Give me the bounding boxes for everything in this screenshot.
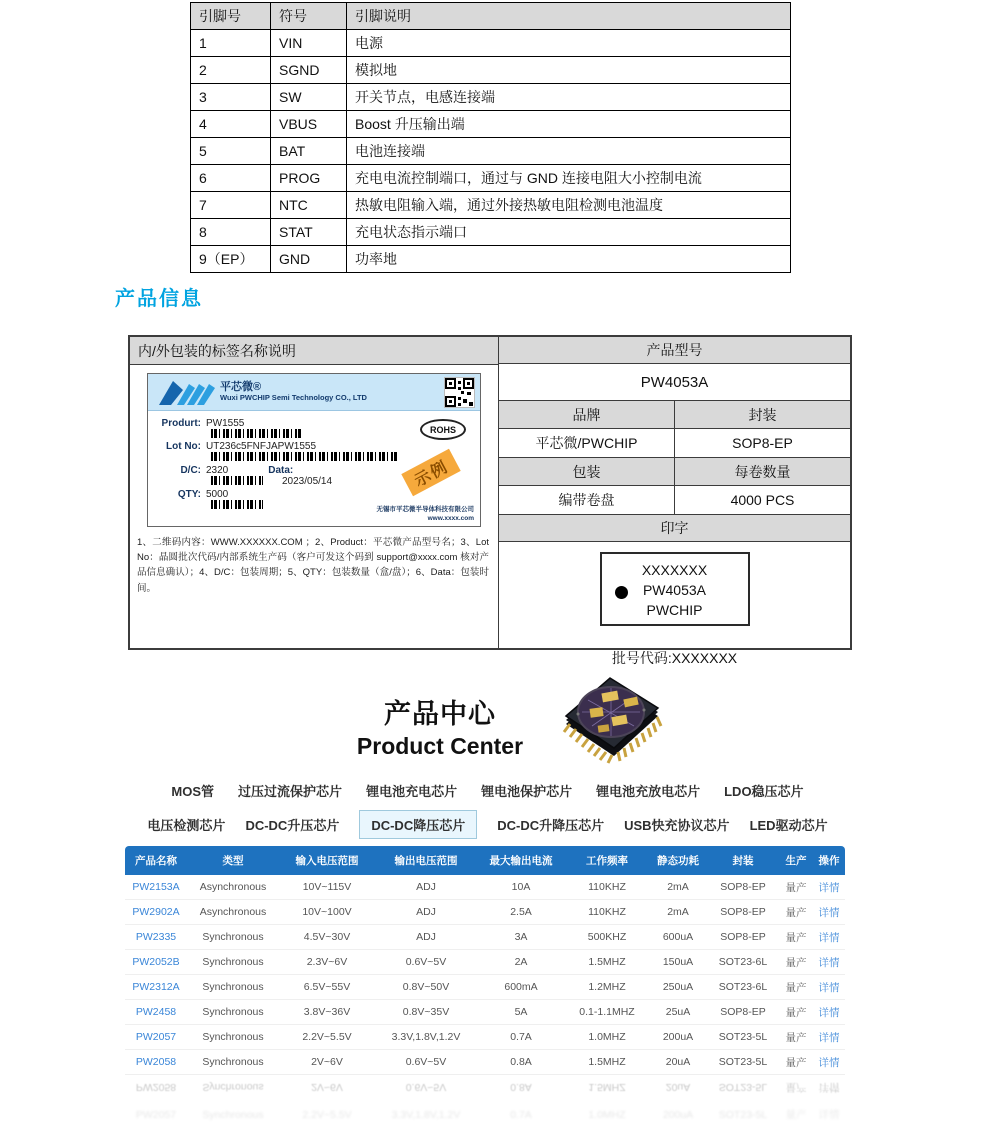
pin-col-symbol: 符号 (271, 3, 347, 30)
product-row (125, 950, 845, 975)
products-header-cell: 工作频率 (586, 855, 628, 867)
pin-table-cell: 5 (191, 138, 271, 165)
pin-table-cell: 4 (191, 111, 271, 138)
model-header: 产品型号 (499, 337, 850, 364)
product-cell: 1.5MHZ (588, 1056, 626, 1068)
model-value: PW4053A (499, 364, 850, 401)
product-info-table (128, 335, 852, 666)
pin-table-cell: 热敏电阻输入端，通过外接热敏电阻检测电池温度 (347, 192, 791, 219)
product-cell: 0.6V~5V (405, 1081, 447, 1094)
product-center-title-en: Product Center (356, 733, 524, 759)
product-cell: 6.5V~55V (303, 981, 351, 993)
product-cell: 20uA (665, 1056, 691, 1068)
pin-table-cell: 电源 (347, 30, 791, 57)
product-cell: 量产 (785, 956, 807, 969)
product-cell: 600uA (662, 931, 694, 943)
label-product-key: Produrt: (161, 418, 201, 429)
marking-line3: PWCHIP (646, 602, 703, 618)
product-cell: Synchronous (202, 1006, 264, 1018)
product-cell: 量产 (785, 881, 807, 894)
product-cell: Synchronous (202, 1081, 264, 1094)
pin-table-header-row (191, 3, 791, 30)
product-cell: 1.0MHZ (588, 1031, 626, 1043)
product-cell: Synchronous (202, 981, 264, 993)
category-link[interactable]: DC-DC升降压芯片 (497, 818, 605, 833)
product-cell: Asynchronous (199, 881, 267, 893)
products-table-body (125, 875, 845, 1127)
pin-table-cell: BAT (271, 138, 347, 165)
category-link[interactable]: 锂电池充电芯片 (366, 784, 458, 799)
product-cell: SOT23-5L (718, 1081, 768, 1094)
pin-table-cell: 充电电流控制端口，通过与 GND 连接电阻大小控制电流 (347, 165, 791, 192)
pin-table-cell: 6 (191, 165, 271, 192)
label-date-value: 2023/05/14 (282, 476, 333, 487)
product-cell: 2mA (667, 881, 689, 893)
detail-link[interactable]: 详情 (818, 956, 840, 969)
barcode (211, 476, 263, 485)
product-cell: 2mA (667, 906, 689, 918)
label-qty-key: QTY: (177, 489, 201, 500)
product-cell: 量产 (785, 906, 807, 919)
pin-table-cell: SGND (271, 57, 347, 84)
products-header-cell: 封装 (732, 855, 754, 867)
detail-link[interactable]: 详情 (818, 1056, 840, 1069)
qty-header: 每卷数量 (675, 458, 850, 485)
product-cell: 量产 (785, 1056, 807, 1069)
product-cell: 110KHZ (588, 881, 626, 893)
product-cell: 5A (514, 1006, 528, 1018)
product-cell: 0.6V~5V (405, 1056, 447, 1068)
marking-line2: PW4053A (642, 582, 707, 598)
category-row-2 (0, 810, 975, 839)
detail-link: 详情 (818, 1109, 840, 1121)
detail-link[interactable]: 详情 (818, 981, 840, 994)
product-cell: 2.2V~5.5V (302, 1108, 352, 1121)
product-cell: ADJ (416, 931, 436, 943)
product-row-reflection (125, 1102, 845, 1127)
product-cell: 10A (511, 881, 531, 893)
label-cell-header: 内/外包装的标签名称说明 (130, 337, 498, 365)
label-lot-value: UT236c5FNFJAPW1555 (206, 441, 317, 452)
product-name-link: PW2058 (135, 1081, 177, 1094)
product-cell: 1.0MHZ (588, 1108, 626, 1121)
product-cell: 量产 (785, 1081, 807, 1093)
package-value: SOP8-EP (732, 435, 793, 451)
product-cell: 200uA (662, 1031, 694, 1043)
rohs-badge: ROHS (420, 419, 466, 440)
detail-link[interactable]: 详情 (818, 931, 840, 944)
pin-table-cell: VBUS (271, 111, 347, 138)
product-name-link[interactable]: PW2057 (135, 1031, 177, 1043)
product-cell: 0.8A (510, 1056, 532, 1068)
packaging-label (147, 373, 481, 527)
pin-table-body (191, 30, 791, 273)
product-cell: Synchronous (202, 1056, 264, 1068)
pin-table-cell: GND (271, 246, 347, 273)
product-cell: SOT23-6L (718, 956, 768, 968)
product-name-link[interactable]: PW2153A (132, 881, 180, 893)
products-header-cell: 最大输出电流 (489, 855, 553, 867)
product-cell: ADJ (416, 881, 436, 893)
label-footer-company: 无锡市平芯微半导体科技有限公司 (376, 506, 474, 514)
pin-table-row (191, 30, 791, 57)
pin-col-description: 引脚说明 (347, 3, 791, 30)
pin-table-cell: STAT (271, 219, 347, 246)
products-header-cell: 产品名称 (135, 855, 177, 867)
product-cell: 1.2MHZ (588, 981, 626, 993)
brand-value: 平芯微/PWCHIP (499, 429, 675, 457)
pin-description-table (190, 2, 791, 273)
packing-qty-header-row (499, 458, 850, 486)
pin-col-number: 引脚号 (191, 3, 271, 30)
pin-table-cell: SW (271, 84, 347, 111)
product-cell: 0.7A (510, 1108, 532, 1121)
product-cell: 10V~115V (302, 881, 352, 893)
product-cell: 10V~100V (302, 906, 352, 918)
label-dc-value: 2320 (206, 465, 229, 476)
product-row-reflection (125, 1075, 845, 1100)
product-cell: 4.5V~30V (303, 931, 351, 943)
product-cell: 3.8V~36V (303, 1006, 351, 1018)
pin-table-row (191, 138, 791, 165)
pin-table-row (191, 246, 791, 273)
sample-stamp: 示例 (401, 449, 460, 496)
product-row (125, 1025, 845, 1050)
product-cell: 25uA (665, 1006, 691, 1018)
product-cell: 2V~6V (311, 1056, 343, 1068)
products-header-cell: 输入电压范围 (295, 855, 359, 867)
marking-header: 印字 (499, 515, 850, 542)
barcode (211, 500, 263, 509)
product-cell: 量产 (785, 1109, 807, 1121)
label-qty-value: 5000 (206, 489, 229, 500)
product-center-title (350, 692, 530, 760)
product-name-link: PW2057 (135, 1108, 177, 1121)
label-product-row (148, 418, 244, 429)
pin-table-row (191, 219, 791, 246)
pin-table-cell: 模拟地 (347, 57, 791, 84)
brand-package-header-row (499, 401, 850, 429)
product-cell: 2A (514, 956, 528, 968)
product-cell: 0.8V~50V (402, 981, 450, 993)
product-cell: 0.6V~5V (405, 956, 447, 968)
product-name-link[interactable]: PW2312A (132, 981, 180, 993)
product-cell: Synchronous (202, 931, 264, 943)
product-cell: SOT23-5L (718, 1056, 768, 1068)
pin-table-cell: 功率地 (347, 246, 791, 273)
product-name-link[interactable]: PW2052B (132, 956, 180, 968)
product-cell: 量产 (785, 981, 807, 994)
product-row (125, 900, 845, 925)
product-cell: 2.5A (510, 906, 532, 918)
detail-link[interactable]: 详情 (818, 906, 840, 919)
product-cell: SOP8-EP (720, 906, 766, 918)
product-cell: 0.7A (510, 1031, 532, 1043)
product-cell: Synchronous (202, 956, 264, 968)
brand-package-value-row (499, 429, 850, 458)
product-cell: 量产 (785, 1006, 807, 1019)
pin-table-cell: 2 (191, 57, 271, 84)
pin-table-row (191, 84, 791, 111)
product-row (125, 1050, 845, 1075)
product-cell: Synchronous (202, 1031, 264, 1043)
pwchip-logo-icon (157, 378, 215, 407)
packing-value: 编带卷盘 (499, 486, 675, 514)
label-company-en: Wuxi PWCHIP Semi Technology CO., LTD (220, 393, 367, 402)
product-name-link[interactable]: PW2902A (132, 906, 180, 918)
product-cell: 量产 (785, 931, 807, 944)
product-cell: 3A (514, 931, 528, 943)
pin-table-row (191, 111, 791, 138)
product-cell: SOP8-EP (720, 931, 766, 943)
product-cell: 500KHZ (587, 931, 627, 943)
product-cell: 量产 (785, 1031, 807, 1044)
products-header-cell: 操作 (818, 855, 840, 867)
brand-header: 品牌 (499, 401, 675, 428)
product-cell: Synchronous (202, 1108, 264, 1121)
packing-qty-value-row (499, 486, 850, 515)
pin-table-cell: NTC (271, 192, 347, 219)
barcode (211, 429, 303, 438)
detail-link[interactable]: 详情 (818, 881, 840, 894)
category-link[interactable]: LDO稳压芯片 (724, 784, 804, 799)
product-name-link[interactable]: PW2058 (135, 1056, 177, 1068)
lot-code-text: 批号代码:XXXXXXX (611, 650, 738, 666)
chip-marking-box (600, 552, 750, 626)
pin-table-cell: 8 (191, 219, 271, 246)
products-header-cell: 类型 (222, 855, 244, 867)
label-dc-row (148, 465, 298, 476)
products-table-header (125, 846, 845, 875)
label-header-bar (148, 374, 480, 411)
product-cell: SOT23-5L (718, 1108, 768, 1121)
pin-table-cell: 9（EP） (191, 246, 271, 273)
product-cell: 200uA (662, 1108, 694, 1121)
product-cell: 3.3V,1.8V,1.2V (391, 1031, 461, 1043)
product-cell: Asynchronous (199, 906, 267, 918)
pin-table-cell: 7 (191, 192, 271, 219)
label-lot-key: Lot No: (166, 441, 201, 452)
category-link[interactable]: 锂电池充放电芯片 (596, 784, 701, 799)
product-cell: SOT23-5L (718, 1031, 768, 1043)
category-link[interactable]: USB快充协议芯片 (624, 818, 730, 833)
qr-code-icon (444, 377, 475, 408)
detail-link: 详情 (818, 1081, 840, 1093)
product-cell: 1.5MHZ (588, 1081, 626, 1094)
chip-photo (548, 668, 673, 770)
pin-table-cell: 1 (191, 30, 271, 57)
products-header-cell: 输出电压范围 (394, 855, 458, 867)
label-footnote: 1、二维码内容：WWW.XXXXXX.COM ；2、Product：平芯微产品型号名；3、Lot No：晶圆批次代码/内部系统生产码（客户可发这个码到 support@xxxx.com 核对产品信息确认）；4、D/C：包装周期；5、QTY：包装数量（盒/盘）；6、Data：包装时间。 (137, 537, 489, 594)
label-qty-row (148, 489, 228, 500)
product-row (125, 1000, 845, 1025)
product-cell: 2.2V~5.5V (302, 1031, 352, 1043)
label-footer (377, 506, 475, 524)
label-dc-key: D/C: (180, 465, 201, 476)
product-center-title-cn: 产品中心 (384, 699, 496, 729)
product-cell: 1.5MHZ (588, 956, 626, 968)
marking-line1: XXXXXXX (641, 562, 708, 578)
product-cell: 2.3V~6V (306, 956, 348, 968)
category-row-1 (0, 781, 975, 800)
product-cell: 0.1-1.1MHZ (579, 1006, 635, 1018)
label-footer-site: www.xxxx.com (427, 515, 474, 523)
product-cell: SOP8-EP (720, 1006, 766, 1018)
product-cell: 110KHZ (588, 906, 626, 918)
category-link[interactable]: DC-DC升压芯片 (245, 818, 340, 833)
category-link[interactable]: 电压检测芯片 (147, 818, 226, 833)
product-row (125, 875, 845, 900)
pin-table-cell: 3 (191, 84, 271, 111)
category-link[interactable]: 过压过流保护芯片 (238, 784, 343, 799)
section-title-product-info: 产品信息 (115, 288, 203, 310)
product-cell: ADJ (416, 906, 436, 918)
category-link[interactable]: 锂电池保护芯片 (481, 784, 573, 799)
product-spec-cell (499, 337, 850, 666)
product-row (125, 975, 845, 1000)
category-link[interactable]: LED驱动芯片 (749, 818, 828, 833)
product-cell: 250uA (662, 981, 694, 993)
pin-table-cell: 开关节点，电感连接端 (347, 84, 791, 111)
product-cell: 600mA (504, 981, 538, 993)
detail-link[interactable]: 详情 (818, 1006, 840, 1019)
products-header-cell: 静态功耗 (657, 855, 699, 867)
detail-link[interactable]: 详情 (818, 1031, 840, 1044)
label-brand-cn: 平芯微® (220, 381, 262, 393)
label-date-key: Data: (268, 465, 294, 476)
package-header: 封装 (675, 401, 850, 428)
product-name-link[interactable]: PW2458 (135, 1006, 177, 1018)
pin-table-cell: 充电状态指示端口 (347, 219, 791, 246)
product-cell: 0.8V~35V (402, 1006, 450, 1018)
barcode (211, 452, 399, 461)
product-cell: 20uA (665, 1081, 691, 1094)
pin-table-row (191, 57, 791, 84)
pin-table-row (191, 165, 791, 192)
packing-header: 包装 (499, 458, 675, 485)
product-cell: 3.3V,1.8V,1.2V (391, 1108, 461, 1121)
pin-table-cell: VIN (271, 30, 347, 57)
product-name-link[interactable]: PW2335 (135, 931, 177, 943)
product-cell: SOT23-6L (718, 981, 768, 993)
category-link[interactable]: MOS管 (171, 784, 215, 799)
product-cell: 2V~6V (311, 1081, 343, 1094)
product-cell: 0.8A (510, 1081, 532, 1094)
label-description-cell (130, 337, 499, 648)
pin-table-cell: PROG (271, 165, 347, 192)
pin1-dot-icon (615, 586, 628, 599)
pin-table-row (191, 192, 791, 219)
product-cell: SOP8-EP (720, 881, 766, 893)
qty-value: 4000 PCS (730, 492, 795, 508)
category-link[interactable]: DC-DC降压芯片 (359, 810, 477, 839)
pin-table-cell: 电池连接端 (347, 138, 791, 165)
label-product-value: PW1555 (206, 418, 245, 429)
label-lot-row (148, 441, 316, 452)
product-cell: 150uA (662, 956, 694, 968)
products-table (125, 846, 845, 1127)
products-header-cell: 生产 (785, 855, 807, 867)
pin-table-cell: Boost 升压输出端 (347, 111, 791, 138)
product-row (125, 925, 845, 950)
